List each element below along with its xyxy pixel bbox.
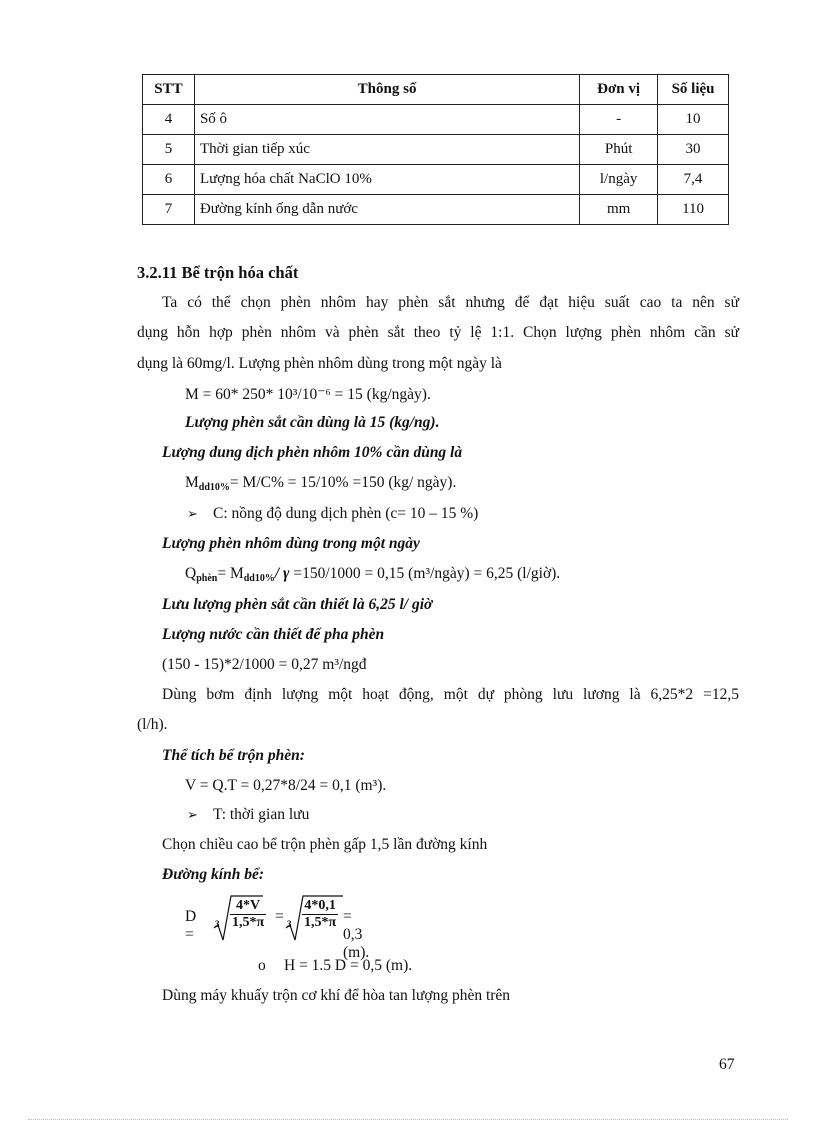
cell-unit: - — [580, 105, 658, 135]
cell-unit: Phút — [580, 135, 658, 165]
eq-d-prefix: D = — [185, 908, 197, 943]
table-header-row — [143, 75, 729, 105]
eq-d-denominator: 1,5*π — [232, 915, 265, 930]
table-row — [143, 165, 729, 195]
diameter-title: Đường kính bể: — [162, 866, 265, 883]
bullet-text: T: thời gian lưu — [213, 806, 310, 823]
cell-value: 30 — [658, 135, 729, 165]
table-row — [143, 135, 729, 165]
cell-stt: 4 — [143, 105, 195, 135]
eq-d-root-index: 3 — [215, 919, 220, 929]
paragraph-line: Ta có thể chọn phèn nhôm hay phèn sắt nhưng để đạt hiệu suất cao ta nên sử — [162, 294, 739, 311]
eq-d-result: = 0,3 (m). — [343, 908, 370, 961]
table-row — [143, 195, 729, 225]
eq-q-rest: =150/1000 = 0,15 (m³/ngày) = 6,25 (l/giờ). — [289, 565, 561, 582]
arrow-bullet-icon: ➢ — [187, 807, 198, 822]
header-value: Số liệu — [658, 75, 729, 105]
cell-unit: mm — [580, 195, 658, 225]
page-number: 67 — [719, 1056, 735, 1073]
daily-title: Lượng phèn nhôm dùng trong một ngày — [162, 535, 420, 552]
eq-h-text: H = 1.5 D = 0,5 (m). — [284, 957, 413, 974]
equation-v: V = Q.T = 0,27*8/24 = 0,1 (m³). — [185, 777, 387, 794]
eq-q-gamma: / γ — [274, 565, 290, 582]
section-heading: 3.2.11 Bể trộn hóa chất — [137, 263, 299, 282]
table-row — [143, 105, 729, 135]
equation-h — [258, 957, 412, 975]
equation-mdd — [185, 474, 456, 493]
flow-title: Lưu lượng phèn sắt cần thiết là 6,25 l/ giờ — [162, 596, 433, 613]
paragraph-line: dụng là 60mg/l. Lượng phèn nhôm dùng trong một ngày là — [137, 355, 502, 372]
mixer-line: Dùng máy khuấy trộn cơ khí để hòa tan lượng phèn trên — [162, 987, 511, 1004]
eq-d-numerator: 4*0,1 — [302, 898, 338, 915]
cell-value: 7,4 — [658, 165, 729, 195]
bullet-time — [187, 806, 309, 824]
eq-q-mid: = M — [217, 565, 244, 582]
cell-value: 10 — [658, 105, 729, 135]
equation-m: M = 60* 250* 10³/10⁻⁶ = 15 (kg/ngày). — [185, 386, 431, 403]
eq-q-subscript: phèn — [196, 573, 218, 584]
paragraph-line: dụng hỗn hợp phèn nhôm và phèn sắt theo tỷ lệ 1:1. Chọn lượng phèn nhôm cần sử — [137, 324, 739, 341]
cell-stt: 7 — [143, 195, 195, 225]
header-parameter: Thông số — [194, 75, 579, 105]
equation-water: (150 - 15)*2/1000 = 0,27 m³/ngđ — [162, 656, 367, 673]
eq-mdd-symbol: M — [185, 474, 199, 491]
footer-divider — [28, 1119, 788, 1120]
cell-stt: 6 — [143, 165, 195, 195]
eq-d-root-index: 3 — [287, 919, 292, 929]
water-title: Lượng nước cần thiết để pha phèn — [162, 626, 385, 643]
cell-parameter: Thời gian tiếp xúc — [194, 135, 579, 165]
bullet-text: C: nồng độ dung dịch phèn (c= 10 – 15 %) — [213, 505, 479, 522]
paragraph-line: Dùng bơm định lượng một hoạt động, một dự phòng lưu lương là 6,25*2 =12,5 — [162, 686, 739, 703]
volume-title: Thể tích bể trộn phèn: — [162, 747, 305, 764]
eq-d-fraction-2 — [302, 898, 338, 931]
eq-q-subscript2: dd10% — [243, 573, 275, 584]
circle-bullet: o — [258, 957, 266, 974]
eq-d-equals: = — [275, 908, 284, 925]
arrow-bullet-icon: ➢ — [187, 506, 198, 521]
eq-d-denominator: 1,5*π — [304, 915, 337, 930]
cell-parameter: Đường kính ống dẫn nước — [194, 195, 579, 225]
eq-mdd-subscript: dd10% — [198, 482, 230, 493]
parameter-table — [142, 74, 729, 225]
eq-mdd-rest: = M/C% = 15/10% =150 (kg/ ngày). — [229, 474, 457, 491]
equation-q — [185, 565, 560, 584]
header-stt: STT — [143, 75, 195, 105]
cell-unit: l/ngày — [580, 165, 658, 195]
paragraph-line: (l/h). — [137, 716, 168, 733]
cell-parameter: Số ô — [194, 105, 579, 135]
cell-value: 110 — [658, 195, 729, 225]
eq-d-fraction-1 — [230, 898, 266, 931]
solution-title: Lượng dung dịch phèn nhôm 10% cần dùng là — [162, 444, 463, 461]
cell-parameter: Lượng hóa chất NaClO 10% — [194, 165, 579, 195]
header-unit: Đơn vị — [580, 75, 658, 105]
bullet-concentration — [187, 505, 478, 523]
height-choice: Chọn chiều cao bể trộn phèn gấp 1,5 lần đường kính — [162, 836, 488, 853]
iron-alum-amount: Lượng phèn sắt cần dùng là 15 (kg/ng). — [185, 414, 440, 431]
cell-stt: 5 — [143, 135, 195, 165]
eq-q-symbol: Q — [185, 565, 197, 582]
eq-d-numerator: 4*V — [230, 898, 266, 915]
